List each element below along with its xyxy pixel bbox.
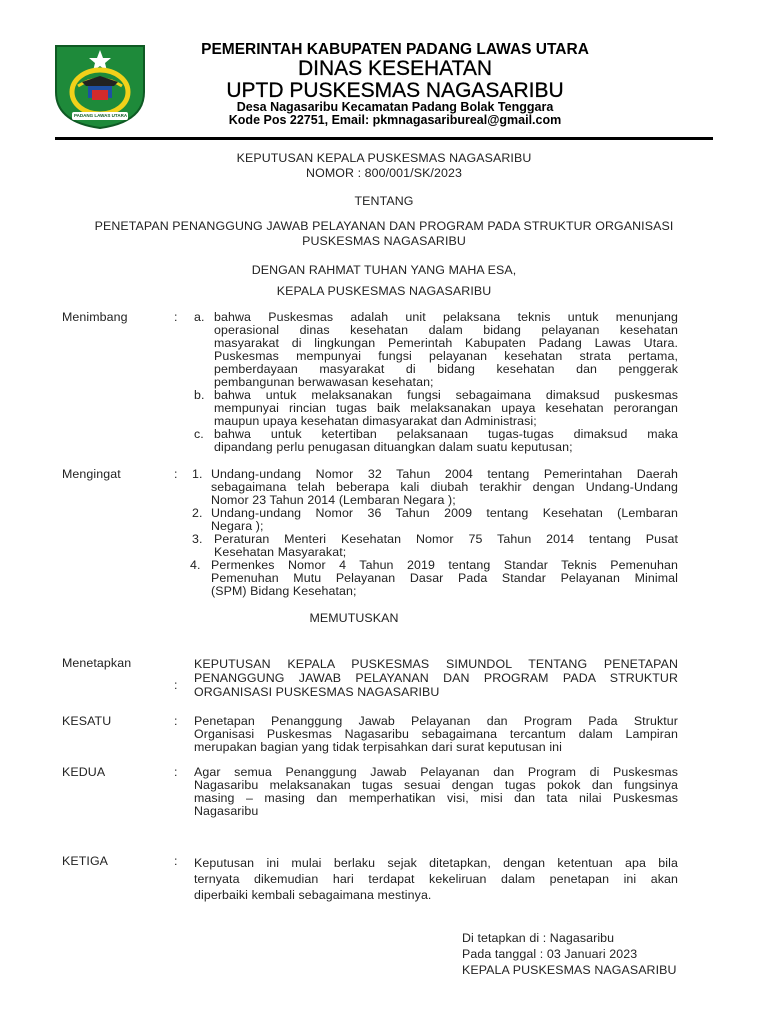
signature-date: Pada tanggal : 03 Januari 2023 [462, 947, 638, 961]
menimbang-item-a: bahwa Puskesmas adalah unit pelaksana teknis untuk menunjang operasional dinas kesehatan dalam bidang pelayanan kesehatan masyarakat di lingkungan Pemerintah Kabupaten Padang Lawas Utara. Puskesmas mempunyai fungsi pelayanan kesehatan strata pertama, pemberdayaan masyarakat di bidang kesehatan dan penggerak pembangunan berwawasan kesehatan; [214, 310, 678, 389]
signature-block [462, 930, 722, 978]
logo-caption: PADANG LAWAS UTARA [74, 113, 128, 118]
kesatu-colon: : [174, 714, 178, 728]
mengingat-item-3: Peraturan Menteri Kesehatan Nomor 75 Tahun 2014 tentang Pusat Kesehatan Masyarakat; [214, 532, 678, 559]
menimbang-item-b: bahwa untuk melaksanakan fungsi sebagaimana dimaksud puskesmas mempunyai rincian tugas baik melaksanakan upaya kesehatan perorangan maupun upaya kesehatan dimasyarakat dan Administrasi; [214, 388, 678, 428]
invocation: DENGAN RAHMAT TUHAN YANG MAHA ESA, [251, 263, 517, 277]
signature-place: Di tetapkan di : Nagasaribu [462, 931, 615, 945]
mengingat-marker-2: 2. [192, 506, 203, 520]
ketiga-label: KETIGA [62, 854, 109, 868]
kesatu-label: KESATU [62, 714, 112, 728]
mengingat-item-2: Undang-undang Nomor 36 Tahun 2009 tentang Kesehatan (Lembaran Negara ); [211, 506, 678, 533]
mengingat-marker-1: 1. [192, 467, 203, 481]
decree-title: KEPUTUSAN KEPALA PUSKESMAS NAGASARIBU [236, 151, 532, 165]
mengingat-marker-4: 4. [190, 558, 201, 572]
menimbang-marker-a: a. [194, 310, 205, 324]
decree-subject-line1: PENETAPAN PENANGGUNG JAWAB PELAYANAN DAN PROGRAM PADA STRUKTUR ORGANISASI [94, 219, 674, 233]
letterhead-government: PEMERINTAH KABUPATEN PADANG LAWAS UTARA [201, 41, 589, 58]
mengingat-item-1: Undang-undang Nomor 32 Tahun 2004 tentang Pemerintahan Daerah sebagaimana telah beberapa kali diubah terakhir dengan Undang-Undang Nomor 23 Tahun 2014 (Lembaran Negara ); [211, 467, 678, 507]
decree-subject-line2: PUSKESMAS NAGASARIBU [302, 234, 466, 248]
letterhead-contact: Kode Pos 22751, Email: pkmnagasaribureal@gmail.com [228, 113, 562, 127]
kedua-label: KEDUA [62, 765, 106, 779]
mengingat-label: Mengingat [62, 467, 121, 481]
menimbang-marker-b: b. [194, 388, 205, 402]
letterhead-agency: DINAS KESEHATAN [297, 57, 493, 80]
menimbang-label: Menimbang [62, 310, 128, 324]
menetapkan-colon: : [174, 678, 178, 692]
mengingat-marker-3: 3. [192, 532, 203, 546]
letterhead-unit: UPTD PUSKESMAS NAGASARIBU [226, 79, 564, 102]
menetapkan-label: Menetapkan [62, 656, 132, 670]
ketiga-text: Keputusan ini mulai berlaku sejak ditetapkan, dengan ketentuan apa bila ternyata dikemudian hari terdapat kekeliruan dalam penetapan ini akan diperbaiki kembali sebagaimana mestinya. [194, 856, 678, 902]
decree-number: NOMOR : 800/001/SK/2023 [306, 166, 462, 180]
menimbang-item-c: bahwa untuk ketertiban pelaksanaan tugas-tugas dimaksud maka dipandang perlu penugasan dituangkan dalam suatu keputusan; [214, 427, 678, 454]
ketiga-colon: : [174, 854, 178, 868]
kedua-colon: : [174, 765, 178, 779]
government-logo [52, 42, 148, 130]
menimbang-marker-c: c. [194, 427, 204, 441]
about-heading: TENTANG [354, 194, 414, 208]
memutuskan-heading: MEMUTUSKAN [309, 611, 399, 625]
menimbang-colon: : [174, 310, 178, 324]
kesatu-text: Penetapan Penanggung Jawab Pelayanan dan Program Pada Struktur Organisasi Puskesmas Nagasaribu sebagaimana tercantum dalam Lampiran merupakan bagian yang tidak terpisahkan dari surat keputusan ini [194, 714, 678, 754]
mengingat-colon: : [174, 467, 178, 481]
menetapkan-text: KEPUTUSAN KEPALA PUSKESMAS SIMUNDOL TENTANG PENETAPAN PENANGGUNG JAWAB PELAYANAN DAN PROGRAM PADA STRUKTUR ORGANISASI PUSKESMAS NAGASARIBU [194, 657, 678, 699]
signature-title: KEPALA PUSKESMAS NAGASARIBU [462, 963, 677, 977]
letterhead-divider [55, 137, 713, 140]
issuer: KEPALA PUSKESMAS NAGASARIBU [276, 284, 492, 298]
kedua-text: Agar semua Penanggung Jawab Pelayanan dan Program di Puskesmas Nagasaribu melaksanakan tugas sesuai dengan tugas pokok dan fungsinya masing – masing dan memperhatikan visi, misi dan tata nilai Puskesmas Nagasaribu [194, 765, 678, 818]
mengingat-item-4: Permenkes Nomor 4 Tahun 2019 tentang Standar Teknis Pemenuhan Pemenuhan Mutu Pelayanan Dasar Pada Standar Pelayanan Minimal (SPM) Bidang Kesehatan; [211, 558, 678, 598]
letterhead-address: Desa Nagasaribu Kecamatan Padang Bolak Tenggara [236, 100, 554, 114]
